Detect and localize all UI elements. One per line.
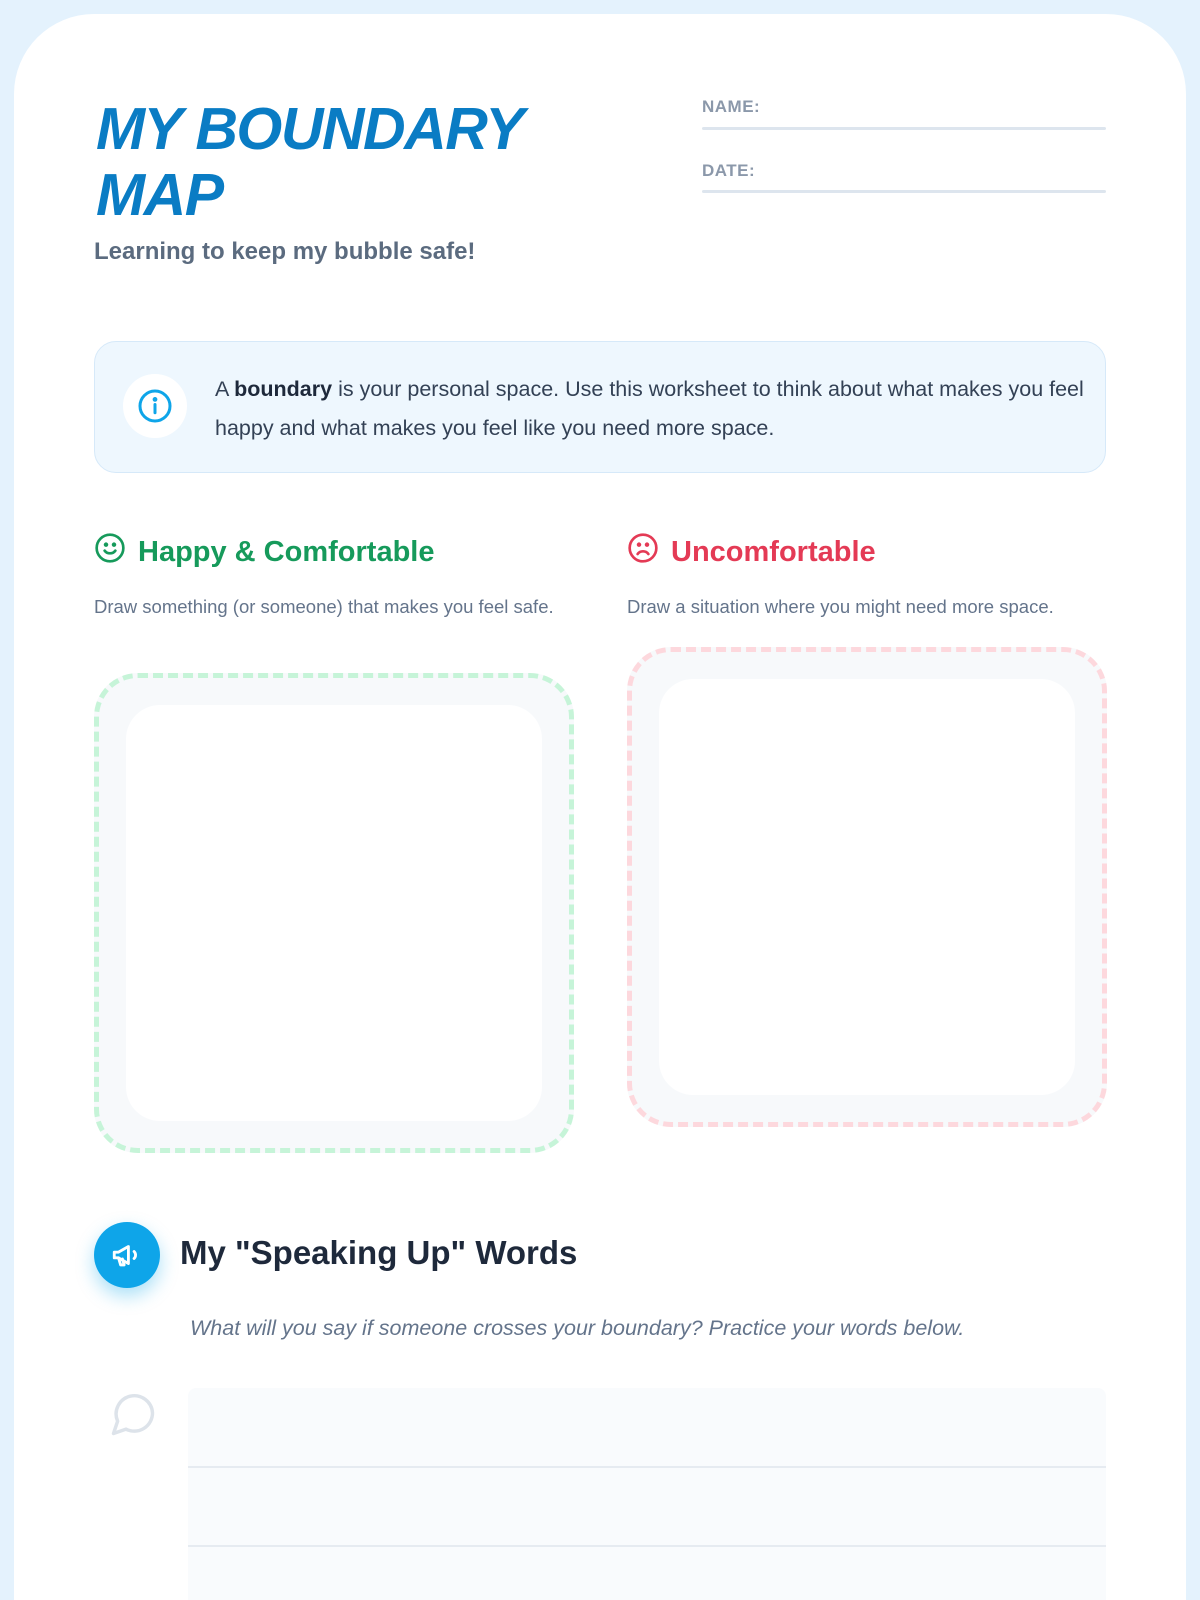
uncomfortable-drawing-area[interactable] <box>627 647 1107 1127</box>
smile-icon <box>94 532 126 572</box>
writing-line[interactable] <box>188 1466 1106 1468</box>
frown-icon <box>627 532 659 572</box>
happy-description: Draw something (or someone) that makes you feel safe. <box>94 596 554 617</box>
name-field[interactable] <box>702 127 1106 130</box>
boundary-term: boundary <box>234 377 333 401</box>
uncomfortable-heading <box>627 532 876 572</box>
page-title: MY BOUNDARY MAP <box>96 96 523 228</box>
uncomfortable-title: Uncomfortable <box>671 535 876 568</box>
date-label: DATE: <box>702 161 756 180</box>
happy-drawing-canvas[interactable] <box>126 705 542 1121</box>
speaking-up-prompt: What will you say if someone crosses your boundary? Practice your words below. <box>190 1316 965 1340</box>
info-icon <box>123 374 187 438</box>
happy-heading <box>94 532 434 572</box>
speaking-up-title: My "Speaking Up" Words <box>180 1234 578 1271</box>
name-label: NAME: <box>702 97 761 116</box>
date-field[interactable] <box>702 190 1106 193</box>
megaphone-icon <box>94 1222 160 1288</box>
uncomfortable-description: Draw a situation where you might need more space. <box>627 596 1054 617</box>
speech-bubble-icon <box>107 1388 159 1445</box>
speaking-up-writing-area[interactable] <box>188 1388 1106 1600</box>
happy-title: Happy & Comfortable <box>138 535 435 568</box>
info-text: A boundary is your personal space. Use this worksheet to think about what makes you feel happy and what makes you feel like you need more space. <box>215 377 1084 440</box>
info-callout <box>94 341 1106 473</box>
happy-drawing-area[interactable] <box>94 673 574 1153</box>
page-subtitle: Learning to keep my bubble safe! <box>94 238 476 265</box>
uncomfortable-drawing-canvas[interactable] <box>659 679 1075 1095</box>
writing-line[interactable] <box>188 1545 1106 1547</box>
